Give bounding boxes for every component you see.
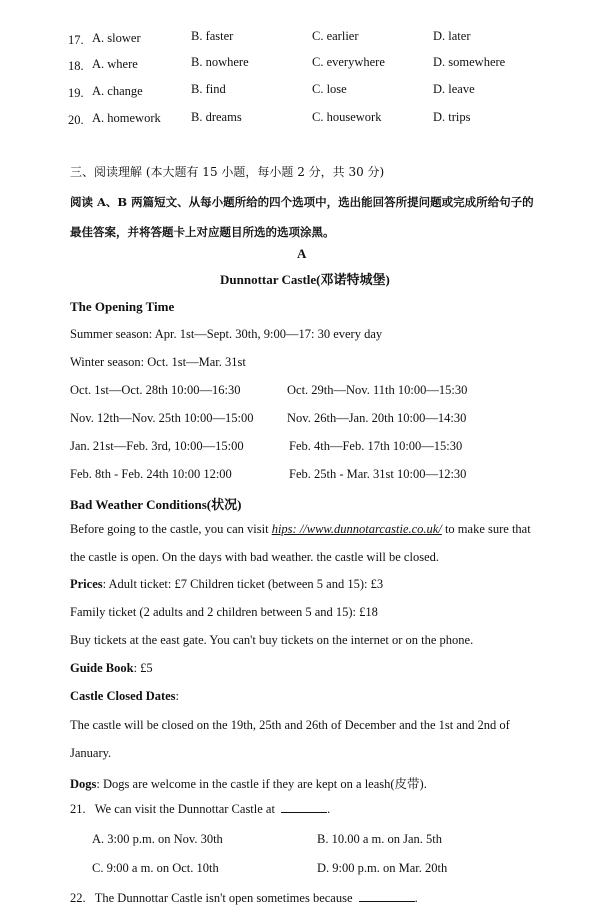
closed-dates-colon: :	[175, 689, 180, 703]
question-end: .	[414, 891, 418, 905]
question-number: 18.	[68, 59, 84, 73]
closed-dates-line-2: January.	[70, 746, 112, 760]
prices-label: Prices	[70, 577, 103, 591]
guide-book-line	[70, 661, 153, 676]
closed-dates-heading: Castle Closed Dates	[70, 689, 176, 703]
question-22	[70, 891, 418, 906]
option-a: A. slower	[92, 31, 141, 45]
option-a: A. change	[92, 84, 143, 98]
option-c: C. everywhere	[312, 55, 385, 69]
option-d: D. somewhere	[433, 55, 506, 69]
bad-weather-line-1	[70, 522, 531, 537]
instructions-line-1: 阅读 A、B 两篇短文、从每小题所给的四个选项中，选出能回答所提问题或完成所给句子的	[70, 195, 534, 209]
dogs-line	[70, 774, 427, 792]
question-number: 21.	[70, 802, 86, 816]
option-d: D. later	[433, 29, 471, 43]
section-heading: 三、阅读理解 (本大题有 15 小题，每小题 2 分，共 30 分)	[70, 165, 385, 179]
castle-website-link[interactable]: hips: //www.dunnotarcastie.co.uk/	[271, 522, 442, 536]
question-number: 22.	[70, 891, 86, 905]
q21-option-b: B. 10.00 a m. on Jan. 5th	[317, 832, 442, 846]
option-c: C. earlier	[312, 29, 359, 43]
dogs-text: : Dogs are welcome in the castle if they are kept on a leash(皮带).	[96, 777, 427, 791]
option-b: B. find	[191, 82, 226, 96]
option-c: C. lose	[312, 82, 347, 96]
closed-dates-line-1: The castle will be closed on the 19th, 25th and 26th of December and the 1st and 2nd of	[70, 718, 510, 732]
question-21	[70, 802, 330, 817]
schedule-left: Nov. 12th—Nov. 25th 10:00—15:00	[70, 411, 254, 425]
buy-tickets: Buy tickets at the east gate. You can't buy tickets on the internet or on the phone.	[70, 633, 474, 647]
summer-season: Summer season: Apr. 1st—Sept. 30th, 9:00—17: 30 every day	[70, 327, 383, 341]
closed-dates-heading-line	[70, 689, 179, 704]
schedule-left: Jan. 21st—Feb. 3rd, 10:00—15:00	[70, 439, 244, 453]
option-b: B. dreams	[191, 110, 242, 124]
q21-option-d: D. 9:00 p.m. on Mar. 20th	[317, 861, 448, 875]
schedule-right: Nov. 26th—Jan. 20th 10:00—14:30	[287, 411, 467, 425]
schedule-left: Feb. 8th - Feb. 24th 10:00 12:00	[70, 467, 232, 481]
passage-title: Dunnottar Castle(邓诺特城堡)	[220, 272, 390, 287]
schedule-right: Oct. 29th—Nov. 11th 10:00—15:30	[287, 383, 468, 397]
answer-blank[interactable]	[359, 900, 415, 902]
prices-line	[70, 577, 383, 592]
schedule-right: Feb. 25th - Mar. 31st 10:00—12:30	[289, 467, 467, 481]
schedule-left: Oct. 1st—Oct. 28th 10:00—16:30	[70, 383, 241, 397]
question-number: 20.	[68, 113, 84, 127]
bad-weather-text-end: to make sure that	[441, 522, 531, 536]
option-a: A. homework	[92, 111, 161, 125]
guide-book-label: Guide Book	[70, 661, 134, 675]
question-stem: We can visit the Dunnottar Castle at	[94, 802, 275, 816]
question-end: .	[327, 802, 331, 816]
answer-blank[interactable]	[281, 811, 327, 813]
option-d: D. leave	[433, 82, 475, 96]
bad-weather-heading: Bad Weather Conditions(状况)	[70, 497, 242, 512]
winter-season: Winter season: Oct. 1st—Mar. 31st	[70, 355, 246, 369]
passage-letter: A	[297, 246, 307, 261]
option-b: B. nowhere	[191, 55, 249, 69]
option-a: A. where	[92, 57, 138, 71]
q21-option-a: A. 3:00 p.m. on Nov. 30th	[92, 832, 223, 846]
guide-book-text: : £5	[133, 661, 153, 675]
question-number: 19.	[68, 86, 84, 100]
question-stem: The Dunnottar Castle isn't open sometimes because	[94, 891, 353, 905]
family-ticket: Family ticket (2 adults and 2 children between 5 and 15): £18	[70, 605, 378, 619]
dogs-label: Dogs	[70, 777, 97, 791]
bad-weather-text: Before going to the castle, you can visit	[70, 522, 272, 536]
question-number: 17.	[68, 33, 84, 47]
option-c: C. housework	[312, 110, 382, 124]
option-b: B. faster	[191, 29, 234, 43]
prices-text: : Adult ticket: £7 Children ticket (between 5 and 15): £3	[102, 577, 384, 591]
option-d: D. trips	[433, 110, 471, 124]
q21-option-c: C. 9:00 a m. on Oct. 10th	[92, 861, 219, 875]
schedule-right: Feb. 4th—Feb. 17th 10:00—15:30	[289, 439, 463, 453]
opening-time-heading: The Opening Time	[70, 299, 175, 314]
instructions-line-2: 最佳答案，并将答题卡上对应题目所选的选项涂黑。	[70, 225, 335, 239]
bad-weather-line-2: the castle is open. On the days with bad weather. the castle will be closed.	[70, 550, 439, 564]
